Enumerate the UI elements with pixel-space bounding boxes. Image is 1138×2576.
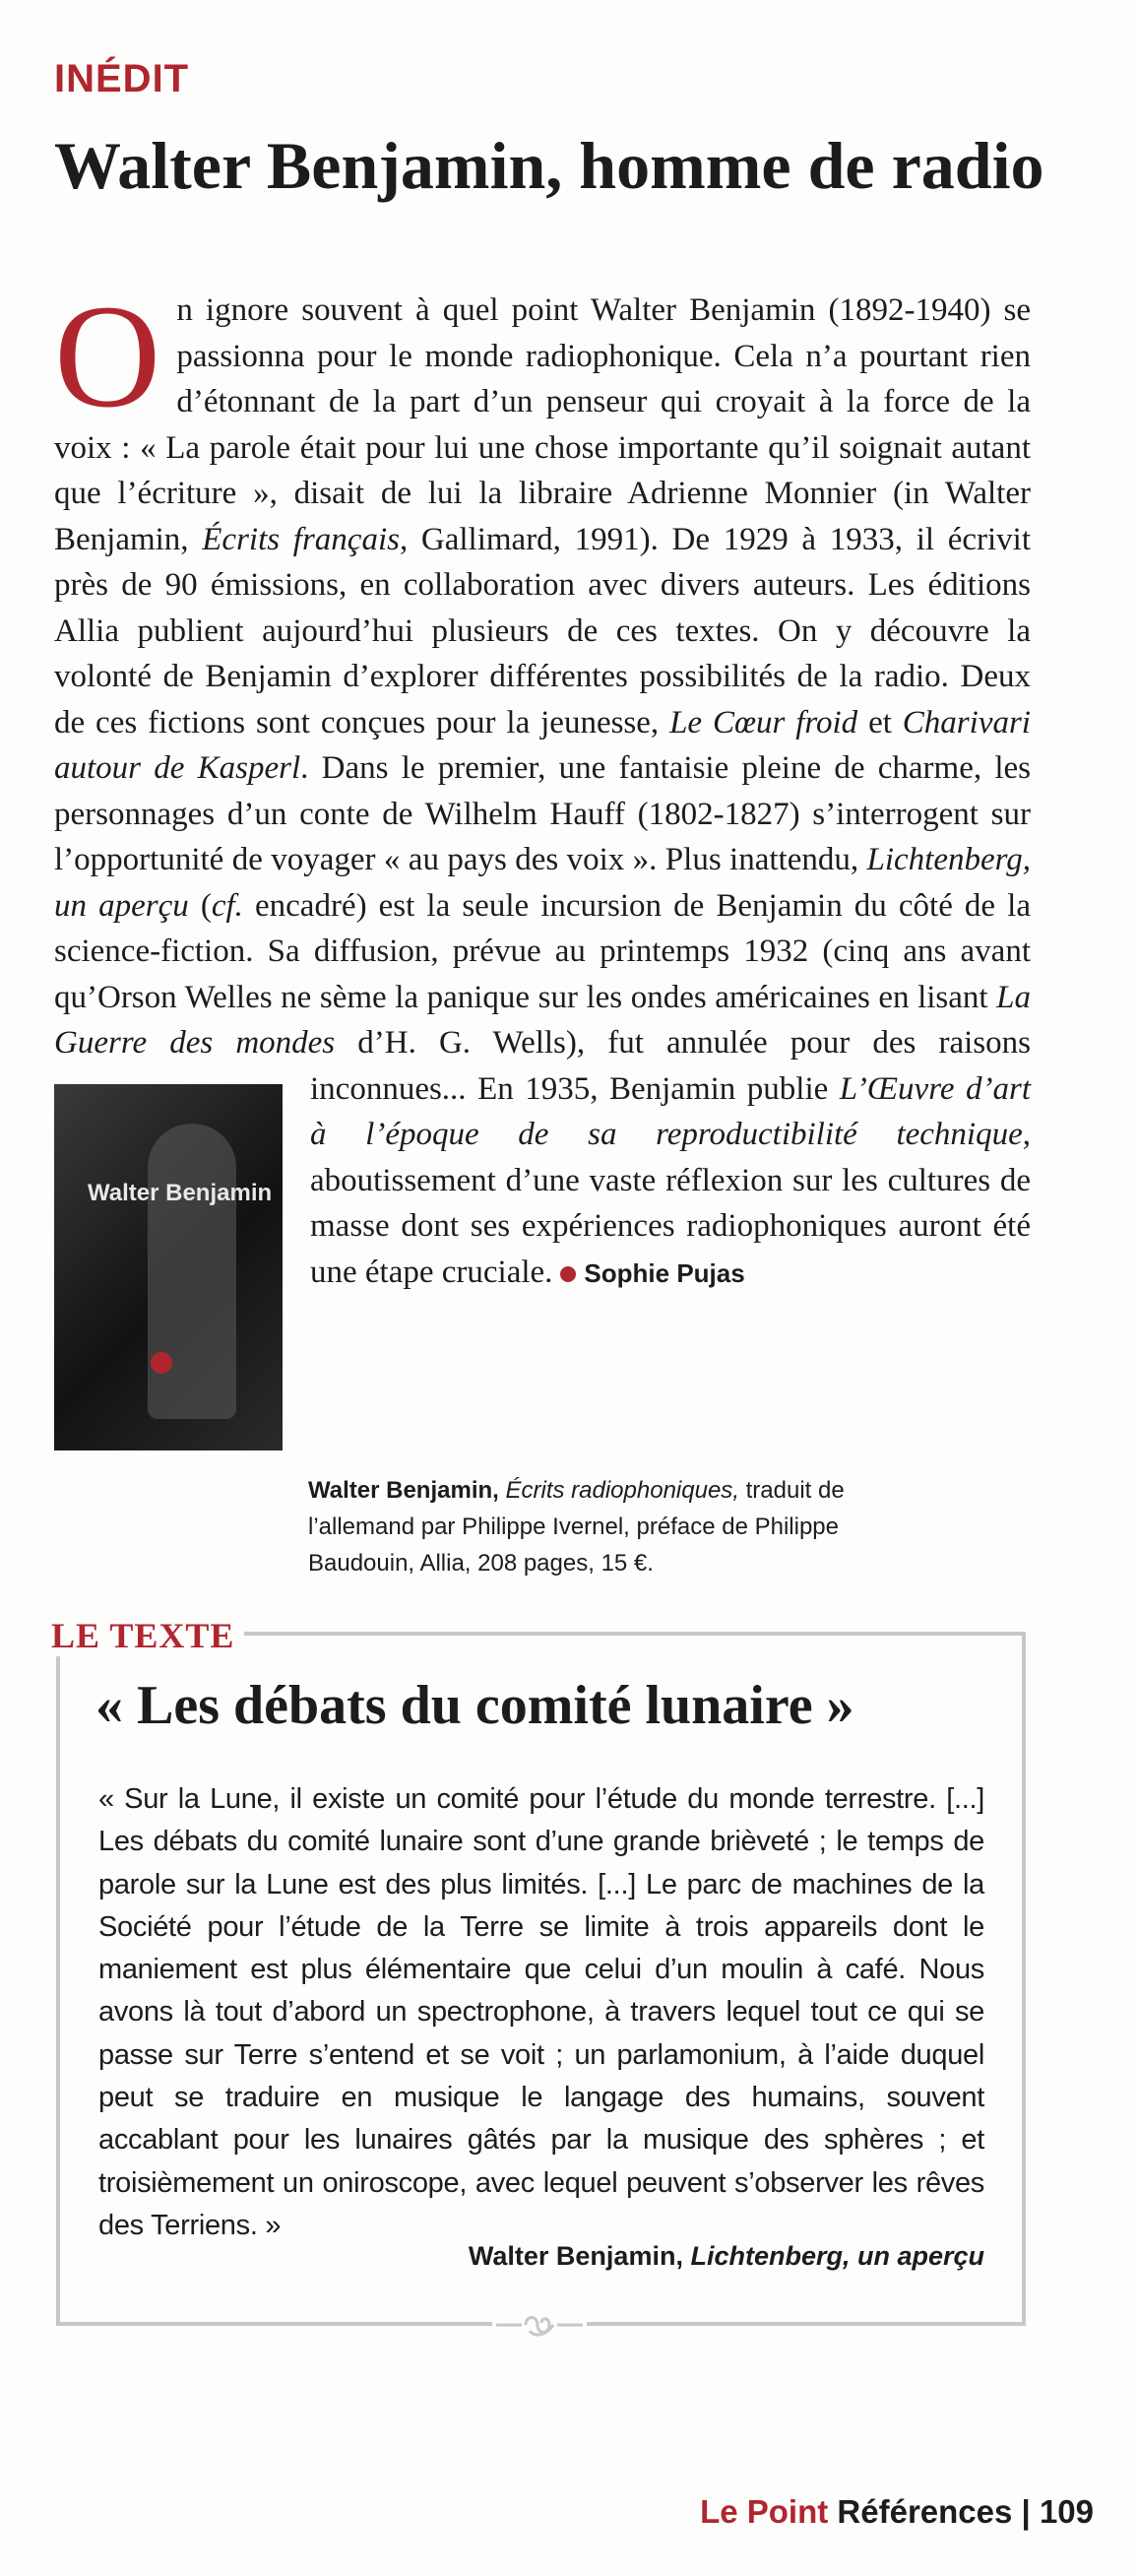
quote-attribution xyxy=(295,2241,984,2272)
publisher-badge-icon xyxy=(151,1352,172,1374)
page-footer xyxy=(700,2493,1094,2531)
ornament-icon xyxy=(492,2309,587,2341)
italic-run: Charivari autour de Kasperl xyxy=(54,704,1031,786)
cover-title: Walter Benjamin xyxy=(88,1179,273,1206)
book-author: Walter Benjamin, xyxy=(308,1477,506,1504)
page-number: 109 xyxy=(1039,2493,1094,2530)
text-run: , aboutissement d’une vaste réflexion sur les cultures de masse dont ses expériences radiophoniques auront été une étape cruciale. xyxy=(310,1117,1031,1290)
italic-run: Le Cœur froid xyxy=(669,704,858,741)
quote-text: « Sur la Lune, il existe un comité pour l’étude du monde terrestre. [...] Les débats du comité lunaire sont d’une grande brièveté ; le temps de parole sur la Lune est des plus limités. [...] Le parc de machines de la Société pour l’étude de la Terre se limite à trois appareils dont le maniement est plus élémentaire que celui d’un moulin à café. Nous avons là tout d’abord un spectrophone, à travers lequel tout ce qui se passe sur Terre s’entend et se voit ; un parlamonium, à l’aide duquel peut se traduire en musique le langage des humains, souvent accablant pour les lunaires gâtés par la musique des sphères ; et troisièmement un oniroscope, avec lequel peuvent s’observer les rêves des Terriens. » xyxy=(98,1783,984,2241)
book-reference xyxy=(308,1472,948,1581)
text-run: et xyxy=(857,704,903,741)
italic-run: Écrits français xyxy=(202,521,400,557)
text-run: d’H. G. Wells), fut annulée pour des raisons inconnues... En 1935, Benjamin publie xyxy=(310,1025,1031,1107)
portrait-silhouette xyxy=(148,1124,236,1419)
author-signature: Sophie Pujas xyxy=(584,1257,745,1288)
box-title: « Les débats du comité lunaire » xyxy=(95,1675,854,1736)
text-run: , Gallimard, 1991). De 1929 à 1933, il écrivit près de 90 émissions, en collaboration avec divers auteurs. Les éditions Allia publient aujourd’hui plusieurs de ces textes. On y découvre la volonté de Benjamin d’explorer différentes possibilités de la radio. Deux de ces fictions sont conçues pour la jeunesse, xyxy=(54,521,1032,741)
italic-run: La Guerre des mondes xyxy=(54,979,1031,1061)
italic-run: Lichtenberg, un aperçu xyxy=(54,842,1031,924)
book-cover-image xyxy=(54,1084,283,1450)
attribution-work: Lichtenberg, un aperçu xyxy=(690,2241,984,2271)
section-kicker: INÉDIT xyxy=(54,57,190,100)
article-paragraph xyxy=(54,275,1032,1296)
drop-cap: O xyxy=(54,275,161,438)
footer-brand: Le Point xyxy=(700,2493,829,2530)
article-body xyxy=(54,275,1032,1450)
article-title: Walter Benjamin, homme de radio xyxy=(54,128,1044,203)
footer-section: Références xyxy=(828,2493,1013,2530)
text-run: . Dans le premier, une fantaisie pleine de charme, les personnages d’un conte de Wilhelm Hauff (1802-1827) s’interrogent sur l’opportunité de voyager « au pays des voix ». Plus inattendu, xyxy=(54,750,1032,877)
attribution-author: Walter Benjamin, xyxy=(468,2241,691,2271)
box-label: LE TEXTE xyxy=(51,1615,244,1656)
text-run: encadré) est la seule incursion de Benjamin du côté de la science-fiction. Sa diffusion, prévue au printemps 1932 (cinq ans avant qu’Orson Welles ne sème la panique sur les ondes américaines en lisant xyxy=(54,887,1031,1015)
signature-dot-icon xyxy=(560,1266,576,1282)
footer-separator: | xyxy=(1012,2493,1040,2530)
italic-run: cf. xyxy=(211,887,243,924)
italic-run: L’Œuvre d’art à l’époque de sa reproductibilité technique xyxy=(310,1070,1031,1152)
text-run: n ignore souvent à quel point Walter Benjamin (1892-1940) se passionna pour le monde radiophonique. Cela n’a pourtant rien d’étonnant de la part d’un penseur qui croyait à la force de la voix : « La parole était pour lui une chose importante qu’il soignait autant que l’écriture », disait de lui la libraire Adrienne Monnier (in Walter Benjamin, xyxy=(54,292,1031,557)
book-title: Écrits radiophoniques, xyxy=(505,1477,739,1504)
book-details: traduit de l’allemand par Philippe Ivernel, préface de Philippe Baudouin, Allia, 208 pages, 15 €. xyxy=(308,1477,845,1577)
text-run: ( xyxy=(188,887,212,924)
